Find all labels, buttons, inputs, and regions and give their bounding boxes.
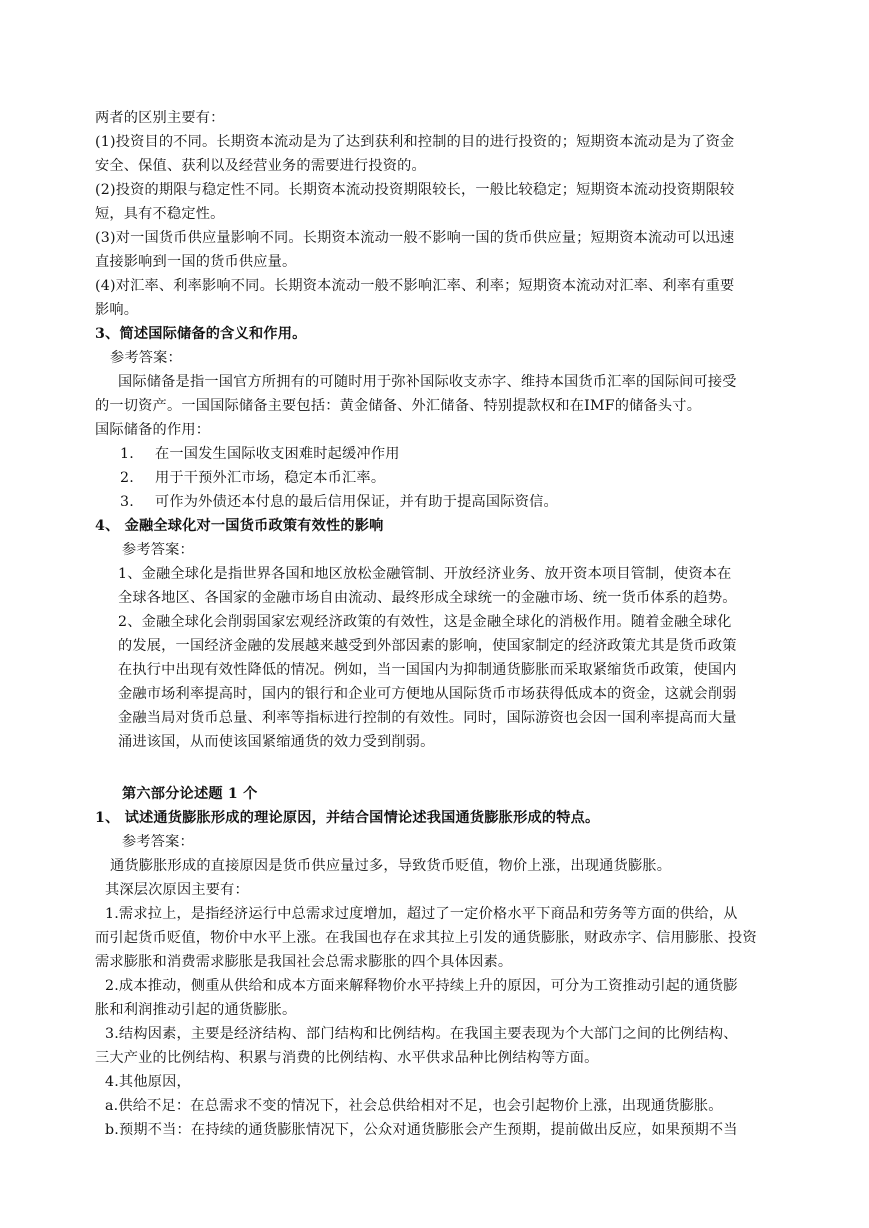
answer-label: 参考答案：	[122, 834, 194, 850]
section-heading: 4、 金融全球化对一国货币政策有效性的影响	[95, 518, 384, 534]
text-line: 1、金融全球化是指世界各国和地区放松金融管制、开放经济业务、放开资本项目管制，使资本在	[118, 566, 732, 582]
text-line: 其深层次原因主要有：	[105, 882, 249, 898]
list-item: 用于干预外汇市场，稳定本币汇率。	[155, 470, 386, 486]
text-line: a.供给不足：在总需求不变的情况下，社会总供给相对不足，也会引起物价上涨，出现通货膨胀。	[105, 1098, 723, 1114]
text-line: 3.结构因素，主要是经济结构、部门结构和比例结构。在我国主要表现为个大部门之间的比例结构、	[105, 1026, 738, 1042]
list-item: 可作为外债还本付息的最后信用保证，并有助于提高国际资信。	[155, 494, 558, 510]
list-number: 3.	[120, 494, 134, 510]
text-line: 2.成本推动，侧重从供给和成本方面来解释物价水平持续上升的原因，可分为工资推动引起的通货膨	[105, 978, 738, 994]
text-line: 全球各地区、各国家的金融市场自由流动、最终形成全球统一的金融市场、统一货币体系的趋势。	[118, 590, 737, 606]
text-line: b.预期不当：在持续的通货膨胀情况下，公众对通货膨胀会产生预期，提前做出反应，如果预期不当	[105, 1122, 738, 1138]
text-line: 直接影响到一国的货币供应量。	[95, 254, 297, 270]
text-line: 4.其他原因，	[105, 1074, 191, 1090]
text-line: 在执行中出现有效性降低的情况。例如，当一国国内为抑制通货膨胀而采取紧缩货币政策，使国内	[118, 662, 737, 678]
text-line: 1.需求拉上，是指经济运行中总需求过度增加，超过了一定价格水平下商品和劳务等方面的供给，从	[105, 906, 738, 922]
text-line: 胀和利润推动引起的通货膨胀。	[95, 1002, 297, 1018]
text-line: 涌进该国，从而使该国紧缩通货的效力受到削弱。	[118, 734, 435, 750]
text-line: 国际储备的作用：	[95, 422, 211, 438]
answer-label: 参考答案：	[110, 350, 182, 366]
text-line: 两者的区别主要有：	[95, 110, 225, 126]
list-number: 1.	[120, 446, 134, 462]
text-line: 的一切资产。一国国际储备主要包括：黄金储备、外汇储备、特别提款权和在IMF的储备头寸。	[95, 398, 702, 414]
answer-label: 参考答案：	[122, 542, 194, 558]
text-line: 金融当局对货币总量、利率等指标进行控制的有效性。同时，国际游资也会因一国利率提高而大量	[118, 710, 737, 726]
text-line: (1)投资目的不同。长期资本流动是为了达到获利和控制的目的进行投资的；短期资本流动是为了资金	[95, 134, 735, 150]
text-line: 而引起货币贬值，物价中水平上涨。在我国也存在求其拉上引发的通货膨胀，财政赤字、信用膨胀、投资	[95, 930, 757, 946]
text-line: 2、金融全球化会削弱国家宏观经济政策的有效性，这是金融全球化的消极作用。随着金融全球化	[118, 614, 732, 630]
text-line: 三大产业的比例结构、积累与消费的比例结构、水平供求品种比例结构等方面。	[95, 1050, 599, 1066]
list-item: 在一国发生国际收支困难时起缓冲作用	[155, 446, 400, 462]
section-heading: 3、简述国际储备的含义和作用。	[95, 326, 307, 342]
text-line: 金融市场利率提高时，国内的银行和企业可方便地从国际货币市场获得低成本的资金，这就会削弱	[118, 686, 737, 702]
text-line: (4)对汇率、利率影响不同。长期资本流动一般不影响汇率、利率；短期资本流动对汇率、利率有重要	[95, 278, 735, 294]
text-line: 通货膨胀形成的直接原因是货币供应量过多，导致货币贬值，物价上涨，出现通货膨胀。	[110, 858, 672, 874]
text-line: (2)投资的期限与稳定性不同。长期资本流动投资期限较长，一般比较稳定；短期资本流动投资期限较	[95, 182, 735, 198]
text-line: 国际储备是指一国官方所拥有的可随时用于弥补国际收支赤字、维持本国货币汇率的国际间可接受	[118, 374, 737, 390]
text-line: 需求膨胀和消费需求膨胀是我国社会总需求膨胀的四个具体因素。	[95, 954, 513, 970]
part-title: 第六部分论述题 1 个	[122, 786, 258, 802]
text-line: 影响。	[95, 302, 139, 318]
text-line: 短，具有不稳定性。	[95, 206, 225, 222]
section-heading: 1、 试述通货膨胀形成的理论原因，并结合国情论述我国通货膨胀形成的特点。	[95, 810, 600, 826]
text-line: 的发展，一国经济金融的发展越来越受到外部因素的影响，使国家制定的经济政策尤其是货币政策	[118, 638, 737, 654]
list-number: 2.	[120, 470, 134, 486]
text-line: (3)对一国货币供应量影响不同。长期资本流动一般不影响一国的货币供应量；短期资本流动可以迅速	[95, 230, 735, 246]
text-line: 安全、保值、获利以及经营业务的需要进行投资的。	[95, 158, 426, 174]
